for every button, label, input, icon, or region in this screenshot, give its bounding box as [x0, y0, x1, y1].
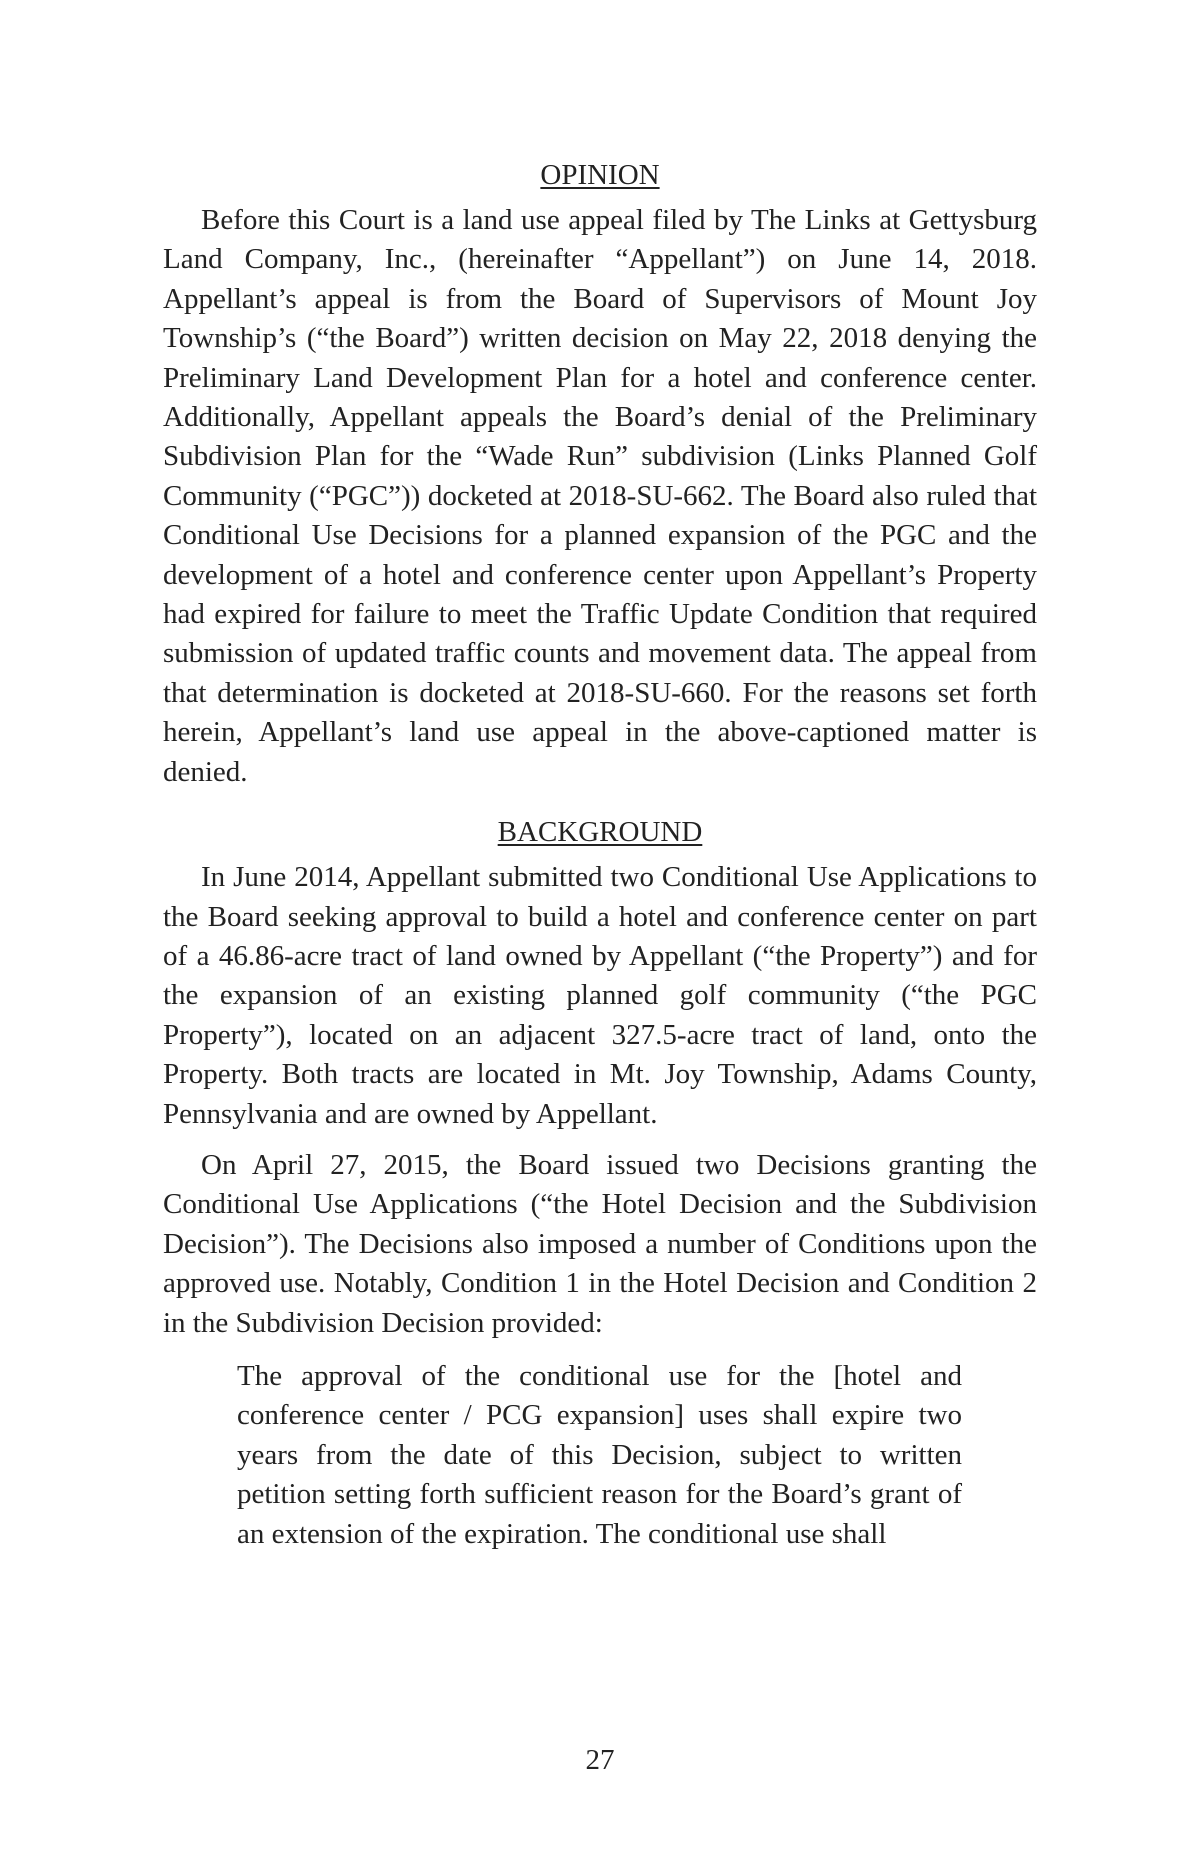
opinion-paragraph: Before this Court is a land use appeal filed by The Links at Gettysburg Land Company, Inc., (hereinafter “Appellant”) on June 14, 2018. Appellant’s appeal is from the Board of Supervisors of Mount Joy Township’s (“the Board”) written decision on May 22, 2018 denying the Preliminary Land Development Plan for a hotel and conference center. Additionally, Appellant appeals the Board’s denial of the Preliminary Subdivision Plan for the “Wade Run” subdivision (Links Planned Golf Community (“PGC”)) docketed at 2018-SU-662. The Board also ruled that Conditional Use Decisions for a planned expansion of the PGC and the development of a hotel and conference center upon Appellant’s Property had expired for failure to meet the Traffic Update Condition that required submission of updated traffic counts and movement data. The appeal from that determination is docketed at 2018-SU-660. For the reasons set forth herein, Appellant’s land use appeal in the above-captioned matter is denied. — [163, 204, 1037, 788]
section-heading-background: BACKGROUND — [497, 816, 703, 849]
background-paragraph-1: In June 2014, Appellant submitted two Conditional Use Applications to the Board seeking approval to build a hotel and conference center on part of a 46.86-acre tract of land owned by Appellant (“the Property”) and for the expansion of an existing planned golf community (“the PGC Property”), located on an adjacent 327.5-acre tract of land, onto the Property. Both tracts are located in Mt. Joy Township, Adams County, Pennsylvania and are owned by Appellant. — [163, 861, 1037, 1130]
page-content — [163, 155, 1037, 1554]
section-heading-opinion: OPINION — [540, 159, 660, 191]
background-paragraph-2: On April 27, 2015, the Board issued two Decisions granting the Conditional Use Applications (“the Hotel Decision and the Subdivision Decision”). The Decisions also imposed a number of Conditions upon the approved use. Notably, Condition 1 in the Hotel Decision and Condition 2 in the Subdivision Decision provided: — [163, 1148, 1037, 1339]
block-quote: The approval of the conditional use for the [hotel and conference center / PCG expansion] uses shall expire two years from the date of this Decision, subject to written petition setting forth sufficient reason for the Board’s grant of an extension of the expiration. The conditional use shall — [237, 1359, 962, 1550]
page-number: 27 — [585, 1744, 615, 1776]
